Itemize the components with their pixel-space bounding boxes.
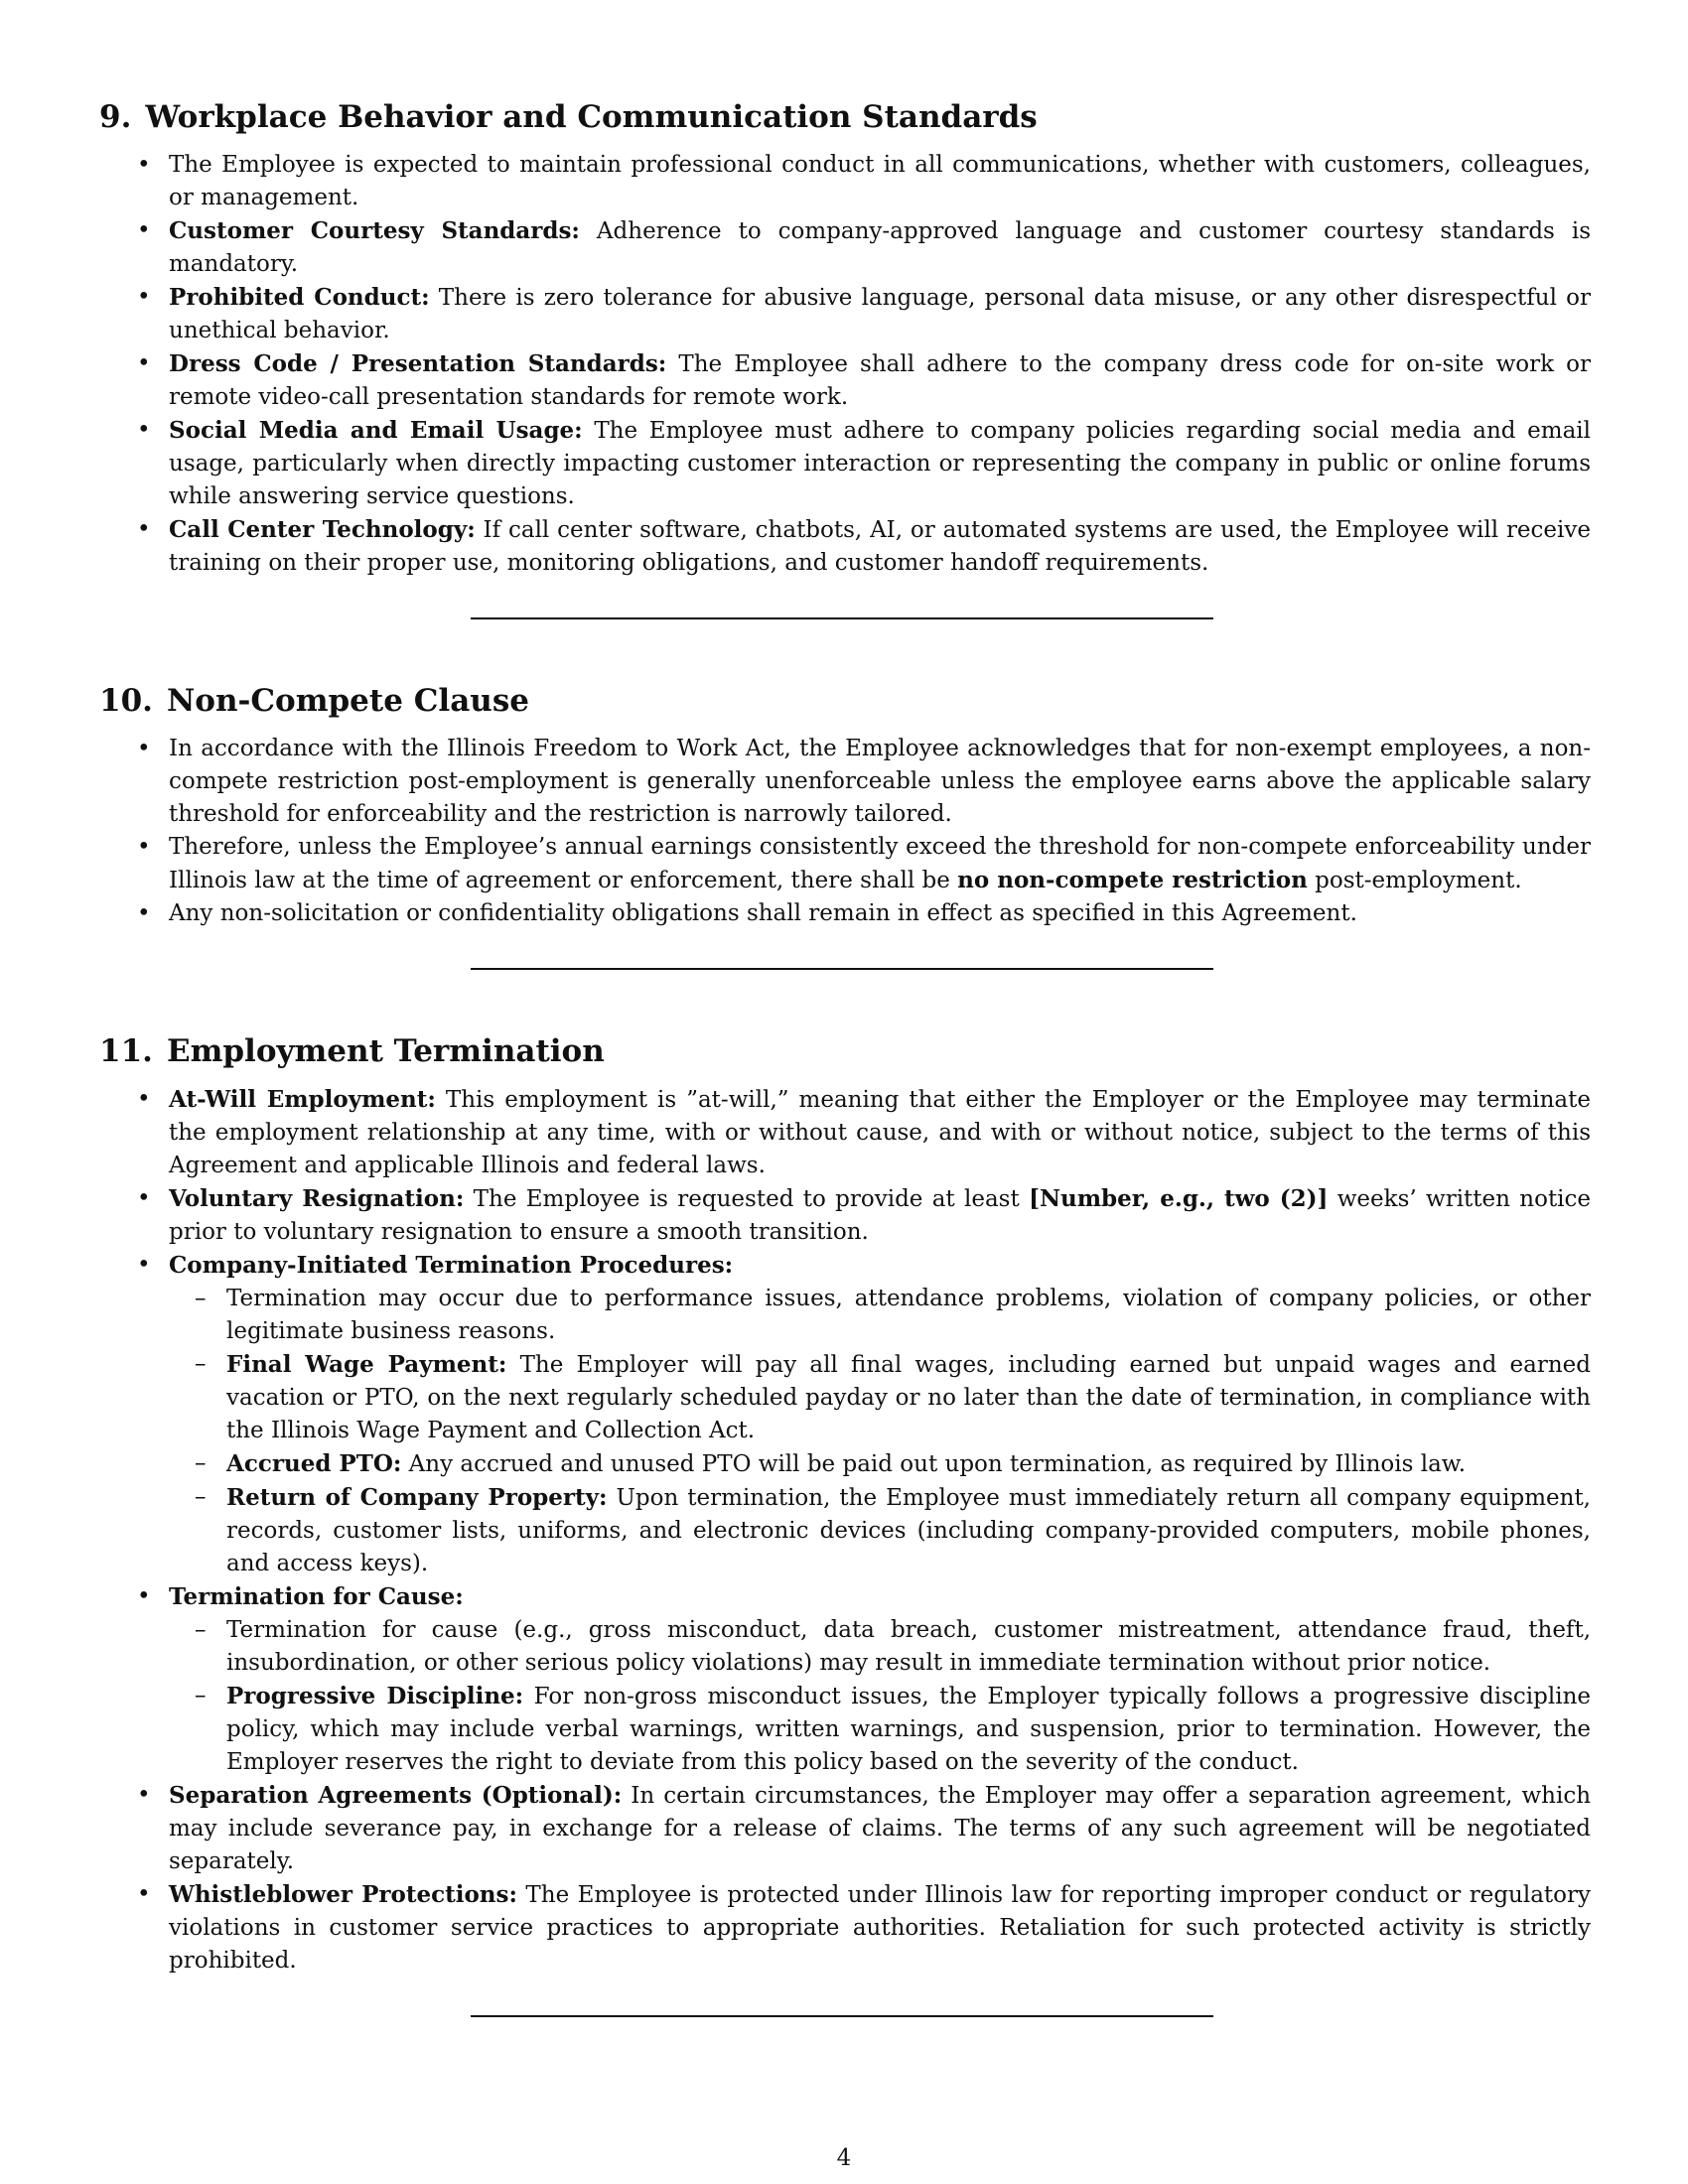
item-lead: Prohibited Conduct: [169, 284, 430, 311]
section-divider [471, 2015, 1213, 2017]
bullet-icon: • [137, 1185, 151, 1211]
list-item [99, 1083, 1591, 1182]
item-emphasis: [Number, e.g., two (2)] [1029, 1185, 1329, 1212]
sub-list-item [169, 1447, 1591, 1481]
sub-list-item [169, 1283, 1591, 1348]
bullet-list [99, 149, 1591, 580]
sub-list-item [169, 1614, 1591, 1680]
item-text: The Employee shall adhere to the company dress code for on-site work or remote video-call presentation standards for remote work. [169, 351, 1592, 410]
section-number: 11. [99, 1033, 153, 1069]
bullet-icon: • [137, 1086, 151, 1112]
list-item [99, 1878, 1591, 1978]
list-item [99, 831, 1591, 897]
section-heading [99, 681, 1591, 721]
list-item [99, 1779, 1591, 1878]
sub-list-item [169, 1481, 1591, 1580]
bullet-icon: • [137, 152, 151, 178]
item-text: There is zero tolerance for abusive language, personal data misuse, or any other disrespectful or unethical behavior. [169, 285, 1591, 343]
sub-list [169, 1283, 1591, 1580]
section-employment-termination [99, 1031, 1591, 1978]
section-workplace-behavior [99, 97, 1591, 580]
section-title: Employment Termination [166, 1033, 605, 1069]
bullet-icon: • [137, 900, 151, 926]
sub-list-item [169, 1348, 1591, 1447]
item-lead: Customer Courtesy Standards: [169, 217, 580, 244]
item-lead: Call Center Technology: [169, 516, 476, 543]
dash-icon: – [195, 1484, 207, 1510]
item-text: post-employment. [1315, 868, 1522, 893]
bullet-icon: • [137, 1583, 151, 1609]
bullet-icon: • [137, 350, 151, 376]
item-lead: Return of Company Property: [226, 1484, 608, 1511]
section-title: Non-Compete Clause [166, 683, 529, 719]
dash-icon: – [195, 1286, 207, 1311]
item-lead: Accrued PTO: [226, 1450, 402, 1477]
list-item [99, 733, 1591, 831]
sub-list-item [169, 1680, 1591, 1779]
item-text: If call center software, chatbots, AI, or automated systems are used, the Employee will receive training on their proper use, monitoring obligations, and customer handoff requirements. [169, 517, 1591, 576]
item-text: Adherence to company-approved language and customer courtesy standards is mandatory. [169, 218, 1592, 277]
item-emphasis: no non-compete restriction [957, 867, 1308, 893]
item-lead: Progressive Discipline: [226, 1683, 524, 1709]
item-lead: Separation Agreements (Optional): [169, 1782, 623, 1809]
list-item [99, 149, 1591, 214]
item-lead: Final Wage Payment: [226, 1351, 507, 1378]
item-text: Termination may occur due to performance issues, attendance problems, violation of company policies, or other legitimate business reasons. [226, 1286, 1591, 1344]
list-item [99, 1249, 1591, 1580]
item-lead: Company-Initiated Termination Procedures: [169, 1252, 734, 1279]
bullet-icon: • [137, 417, 151, 443]
item-text: weeks’ written notice prior to voluntary resignation to ensure a smooth transition. [169, 1186, 1592, 1245]
bullet-list [99, 1083, 1591, 1978]
item-lead: Termination for Cause: [169, 1583, 464, 1610]
section-number: 10. [99, 683, 153, 719]
item-lead: At-Will Employment: [169, 1086, 436, 1113]
bullet-icon: • [137, 217, 151, 243]
dash-icon: – [195, 1351, 207, 1377]
item-text: For non-gross misconduct issues, the Employer typically follows a progressive discipline policy, which may include verbal warnings, written warnings, and suspension, prior to termination. However, the Employer reserves the right to deviate from this policy based on the severity of the conduct. [226, 1684, 1591, 1775]
item-text: The Employee must adhere to company policies regarding social media and email usage, particularly when directly impacting customer interaction or representing the company in public or online forums while answering service questions. [169, 418, 1592, 509]
bullet-icon: • [137, 736, 151, 761]
list-item [99, 214, 1591, 281]
list-item [99, 1580, 1591, 1779]
section-non-compete [99, 681, 1591, 930]
item-text: The Employee is protected under Illinois law for reporting improper conduct or regulatory violations in customer service practices to appropriate authorities. Retaliation for such protected activity is strictly prohibited. [169, 1882, 1591, 1974]
list-item [99, 281, 1591, 347]
bullet-icon: • [137, 834, 151, 860]
bullet-icon: • [137, 516, 151, 542]
list-item [99, 1182, 1591, 1249]
section-heading [99, 1031, 1591, 1071]
item-text: This employment is ”at-will,” meaning that either the Employer or the Employee may terminate the employment relationship at any time, with or without cause, and with or without notice, subject to the terms of this Agreement and applicable Illinois and federal laws. [169, 1087, 1591, 1178]
item-text: In certain circumstances, the Employer may offer a separation agreement, which may include severance pay, in exchange for a release of claims. The terms of any such agreement will be negotiated separately. [169, 1783, 1592, 1874]
sub-list [169, 1614, 1591, 1779]
list-item [99, 347, 1591, 414]
document-body [99, 97, 1591, 2079]
item-lead: Dress Code / Presentation Standards: [169, 350, 667, 377]
item-text: Termination for cause (e.g., gross misconduct, data breach, customer mistreatment, attendance fraud, theft, insubordination, or other serious policy violations) may result in immediate termination without prior notice. [226, 1617, 1591, 1676]
bullet-icon: • [137, 1252, 151, 1278]
section-divider [471, 617, 1213, 619]
item-text: Therefore, unless the Employee’s annual earnings consistently exceed the threshold for non-compete enforceability under Illinois law at the time of agreement or enforcement, there shall be [169, 834, 1591, 893]
item-text: The Employer will pay all final wages, including earned but unpaid wages and earned vacation or PTO, on the next regularly scheduled payday or no later than the date of termination, in compliance with the Illinois Wage Payment and Collection Act. [226, 1352, 1591, 1443]
section-title: Workplace Behavior and Communication Standards [145, 99, 1038, 135]
item-text: The Employee is expected to maintain professional conduct in all communications, whether with customers, colleagues, or management. [169, 152, 1591, 210]
list-item [99, 897, 1591, 930]
list-item [99, 513, 1591, 580]
section-heading [99, 97, 1591, 137]
section-number: 9. [99, 99, 132, 135]
bullet-icon: • [137, 284, 151, 310]
dash-icon: – [195, 1450, 207, 1476]
item-lead: Whistleblower Protections: [169, 1881, 517, 1908]
item-text: Any accrued and unused PTO will be paid out upon termination, as required by Illinois law. [408, 1451, 1467, 1477]
page-number: 4 [836, 2145, 852, 2171]
bullet-icon: • [137, 1782, 151, 1808]
item-lead: Voluntary Resignation: [169, 1185, 465, 1212]
bullet-icon: • [137, 1881, 151, 1907]
item-text: Any non-solicitation or confidentiality obligations shall remain in effect as specified in this Agreement. [169, 900, 1357, 926]
section-divider [471, 968, 1213, 970]
bullet-list [99, 733, 1591, 930]
dash-icon: – [195, 1683, 207, 1708]
list-item [99, 414, 1591, 513]
item-text: Upon termination, the Employee must immediately return all company equipment, records, customer lists, uniforms, and electronic devices (including company-provided computers, mobile phones, and access keys). [226, 1485, 1591, 1576]
item-text: The Employee is requested to provide at least [473, 1186, 1020, 1212]
item-lead: Social Media and Email Usage: [169, 417, 583, 444]
dash-icon: – [195, 1617, 207, 1643]
item-text: In accordance with the Illinois Freedom to Work Act, the Employee acknowledges that for non-exempt employees, a non-compete restriction post-employment is generally unenforceable unless the employee earns above the applicable salary threshold for enforceability and the restriction is narrowly tailored. [169, 736, 1591, 827]
